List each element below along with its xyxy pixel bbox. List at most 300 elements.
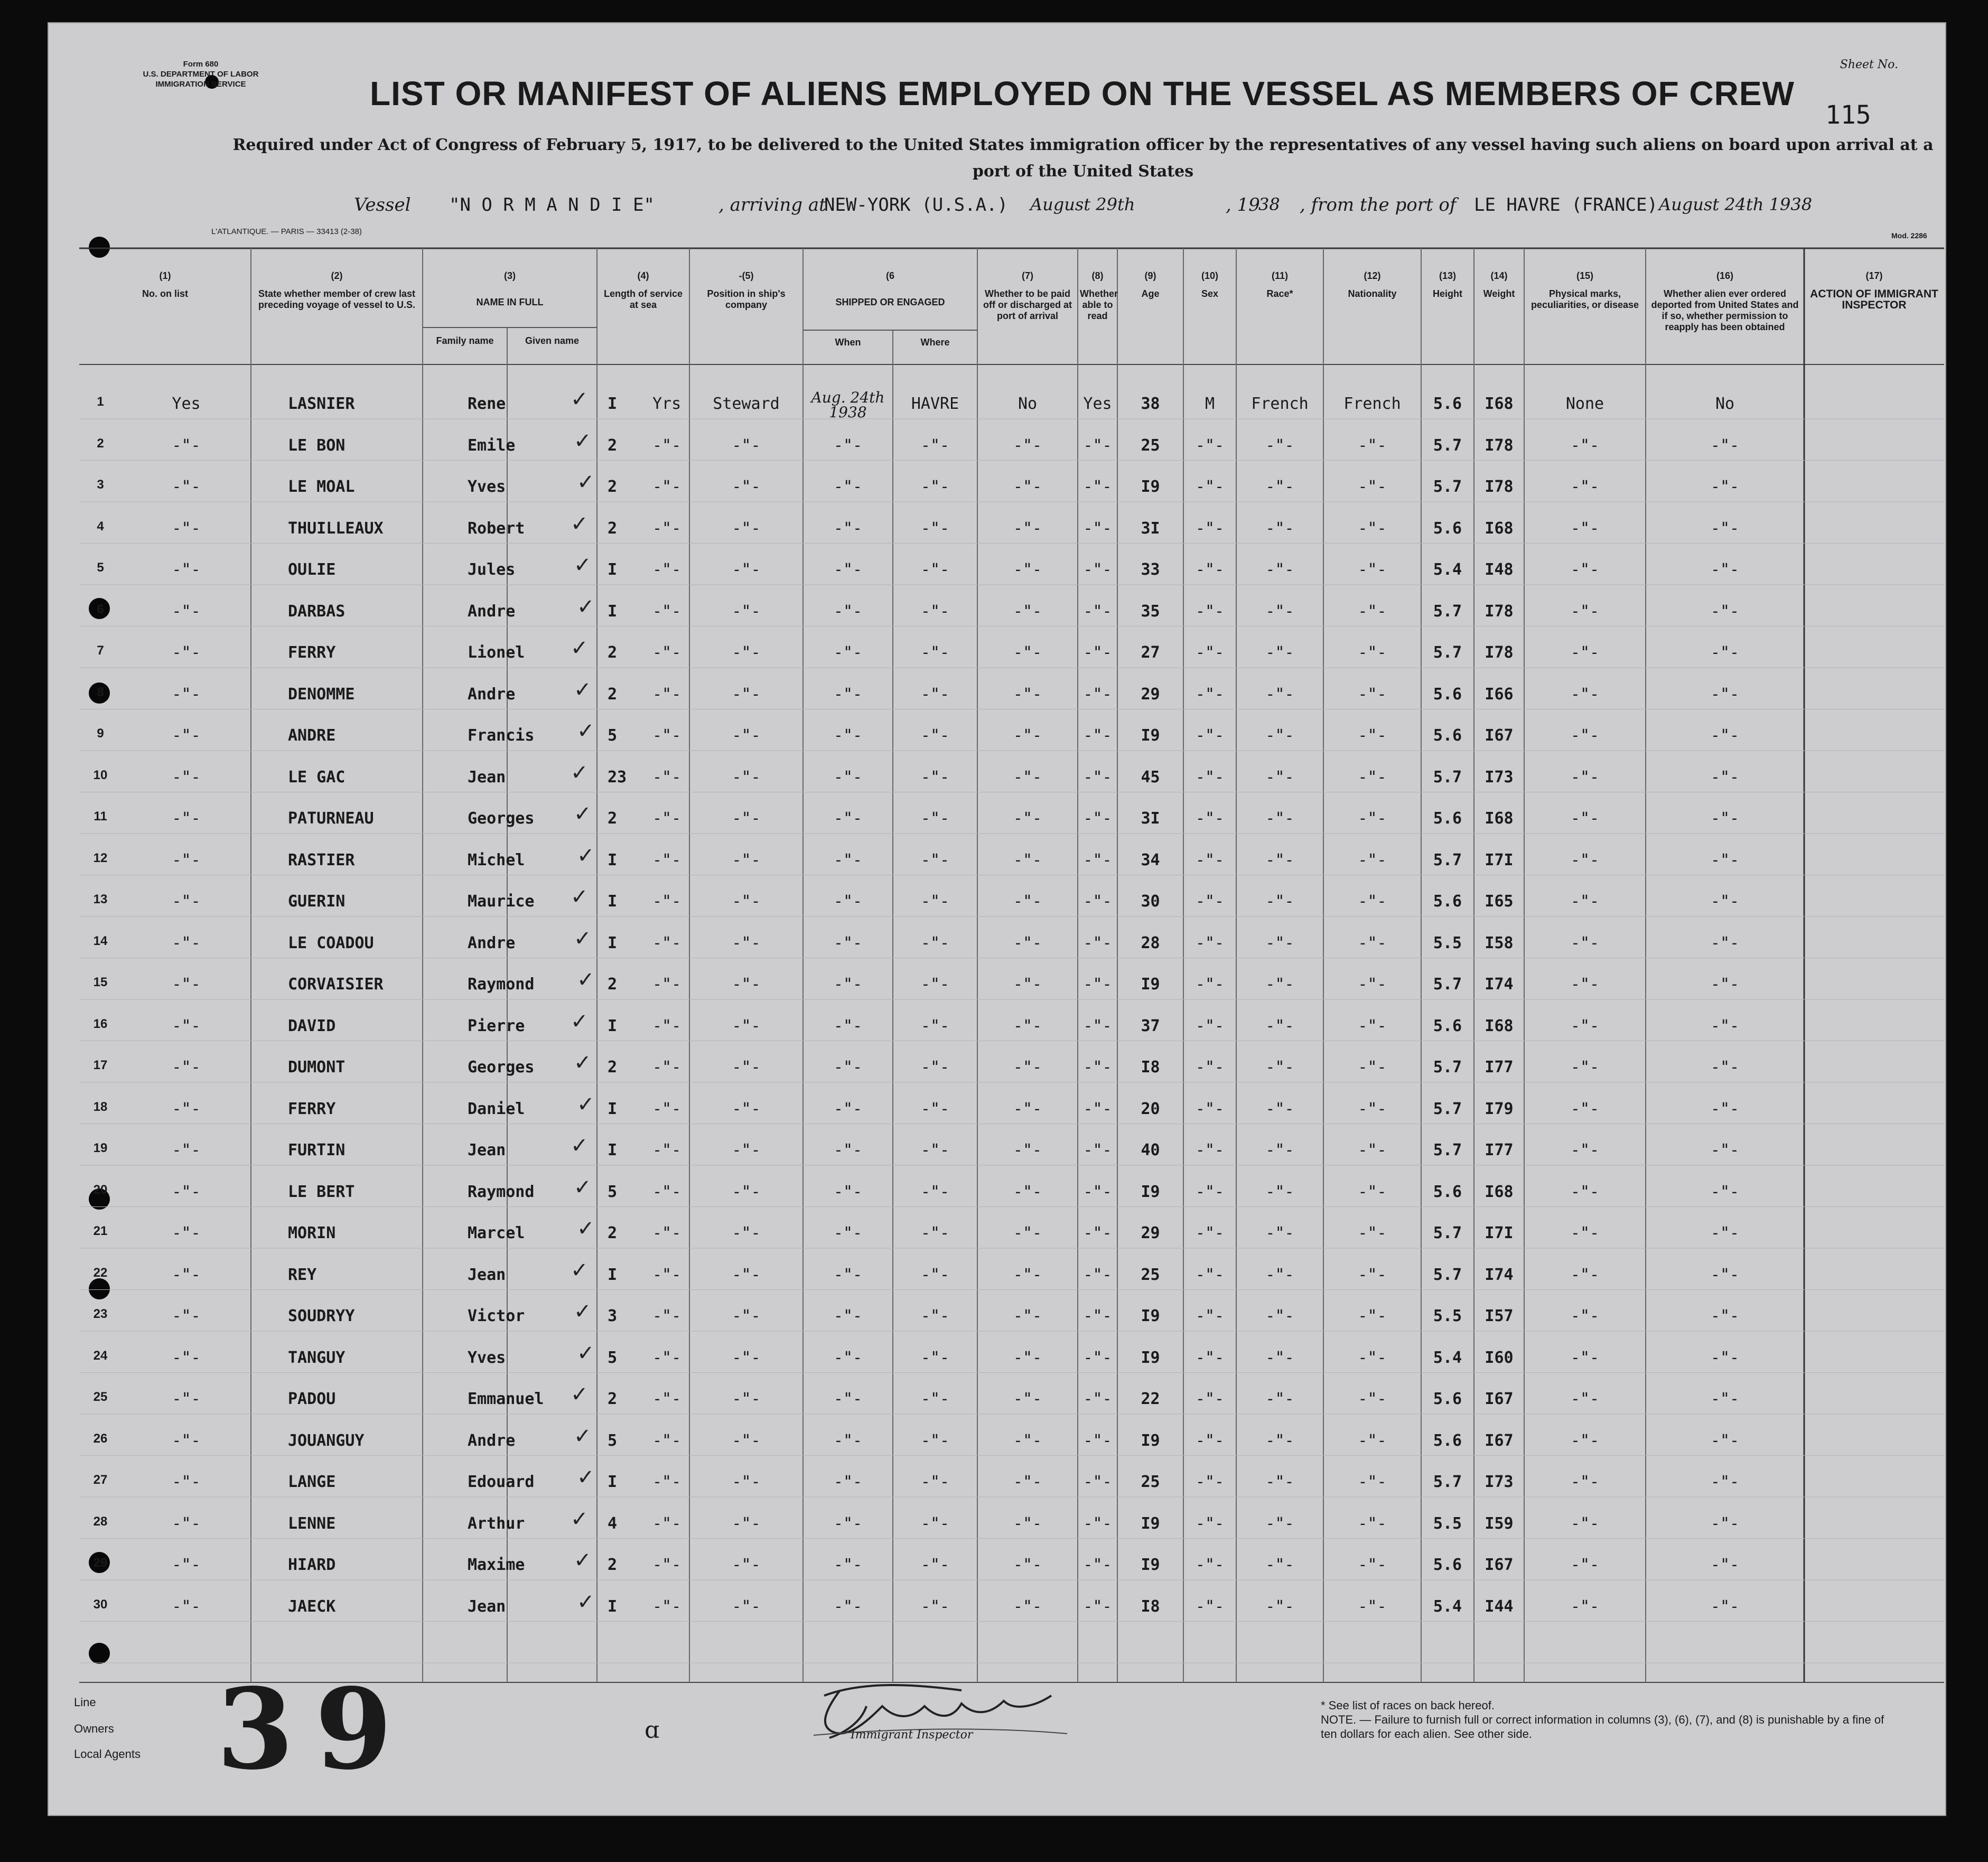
- shipped-when: -"-: [833, 1473, 863, 1491]
- nationality: -"-: [1358, 1265, 1387, 1284]
- row-number: 1: [97, 395, 104, 409]
- column-number-6: (6: [885, 270, 894, 281]
- age: 28: [1141, 933, 1160, 952]
- able-to-read: -"-: [1083, 1182, 1112, 1201]
- given-name: Lionel: [468, 643, 525, 662]
- height: 5.7: [1433, 643, 1462, 662]
- position: -"-: [732, 643, 761, 662]
- race: French: [1251, 395, 1309, 413]
- height: 5.5: [1433, 1307, 1462, 1325]
- paid-off: -"-: [1013, 1597, 1042, 1616]
- able-to-read: -"-: [1083, 1597, 1112, 1616]
- physical-marks: -"-: [1570, 933, 1600, 952]
- nationality: French: [1343, 395, 1401, 413]
- deported: -"-: [1710, 436, 1740, 455]
- row-number: 16: [93, 1016, 108, 1031]
- deported: -"-: [1710, 643, 1740, 662]
- service-unit: -"-: [652, 768, 682, 787]
- race: -"-: [1265, 726, 1294, 745]
- column-number-16: (16): [1716, 270, 1733, 281]
- shipped-when: -"-: [833, 602, 863, 621]
- column-header-11: Race*: [1266, 288, 1293, 299]
- column-header-14: Weight: [1483, 288, 1515, 299]
- column-header-17: ACTION OF IMMIGRANT INSPECTOR: [1810, 288, 1938, 311]
- weight: I78: [1485, 602, 1514, 621]
- shipped-when: -"-: [833, 1597, 863, 1616]
- column-number-14: (14): [1490, 270, 1508, 281]
- nationality: -"-: [1358, 1556, 1387, 1574]
- column-header-4: Length of service at sea: [603, 288, 683, 310]
- shipped-when-header: When: [835, 337, 861, 348]
- column-header-1: No. on list: [142, 288, 188, 299]
- service-unit: -"-: [652, 1265, 682, 1284]
- family-name: DENOMME: [288, 685, 355, 704]
- weight: I7I: [1485, 850, 1514, 869]
- prior-voyage: -"-: [172, 685, 201, 704]
- printer-imprint: L'ATLANTIQUE. — PARIS — 33413 (2-38): [211, 227, 362, 236]
- family-name: LENNE: [288, 1514, 336, 1533]
- shipped-where: -"-: [920, 1224, 950, 1242]
- service-unit: -"-: [652, 519, 682, 538]
- deported: -"-: [1710, 1141, 1740, 1159]
- physical-marks: -"-: [1570, 643, 1600, 662]
- sex: -"-: [1195, 1016, 1225, 1035]
- paid-off: -"-: [1013, 809, 1042, 828]
- service-length: I: [608, 850, 618, 869]
- prior-voyage: Yes: [172, 395, 201, 413]
- service-length: 2: [608, 519, 618, 538]
- able-to-read: -"-: [1083, 478, 1112, 496]
- nationality: -"-: [1358, 1473, 1387, 1491]
- shipped-where: -"-: [920, 809, 950, 828]
- paid-off: -"-: [1013, 1390, 1042, 1408]
- physical-marks: -"-: [1570, 1141, 1600, 1159]
- height: 5.6: [1433, 809, 1462, 828]
- check-mark: ✓: [574, 428, 592, 453]
- family-name: PATURNEAU: [288, 809, 374, 828]
- sex: -"-: [1195, 1348, 1225, 1367]
- check-mark: ✓: [571, 760, 589, 785]
- given-name: Yves: [468, 478, 506, 496]
- column-header-6: SHIPPED OR ENGAGED: [835, 297, 945, 307]
- form-number: Form 680: [183, 60, 219, 69]
- service-length: 5: [608, 726, 618, 745]
- position: -"-: [732, 768, 761, 787]
- age: I9: [1141, 975, 1160, 994]
- check-mark: ✓: [574, 926, 592, 951]
- shipped-when: -"-: [833, 1514, 863, 1533]
- check-mark: ✓: [577, 719, 595, 743]
- nationality: -"-: [1358, 809, 1387, 828]
- race: -"-: [1265, 1016, 1294, 1035]
- able-to-read: -"-: [1083, 850, 1112, 869]
- row-number: 11: [94, 809, 107, 824]
- paid-off: -"-: [1013, 519, 1042, 538]
- line-label: Line: [74, 1696, 96, 1709]
- service-unit: -"-: [652, 1390, 682, 1408]
- family-name-header: Family name: [436, 335, 494, 346]
- paid-off: -"-: [1013, 768, 1042, 787]
- punch-hole: [89, 237, 110, 258]
- position: -"-: [732, 1265, 761, 1284]
- shipped-when: -"-: [833, 560, 863, 579]
- sex: -"-: [1195, 1390, 1225, 1408]
- shipped-when: -"-: [833, 1058, 863, 1077]
- shipped-where: -"-: [920, 1265, 950, 1284]
- shipped-where: -"-: [920, 850, 950, 869]
- shipped-where: -"-: [920, 643, 950, 662]
- column-number-13: (13): [1439, 270, 1456, 281]
- check-mark: ✓: [574, 1299, 592, 1324]
- form-identifier: [132, 59, 269, 89]
- service-length: I: [608, 1597, 618, 1616]
- physical-marks: -"-: [1570, 1431, 1600, 1450]
- from-label: , from the port of: [1300, 194, 1457, 216]
- shipped-where: -"-: [920, 768, 950, 787]
- row-number: 12: [93, 850, 108, 865]
- position: -"-: [732, 1058, 761, 1077]
- service-length: I: [608, 395, 618, 413]
- physical-marks: -"-: [1570, 850, 1600, 869]
- service-length: 2: [608, 685, 618, 704]
- punch-hole: [89, 1278, 110, 1299]
- able-to-read: -"-: [1083, 1431, 1112, 1450]
- column-number-8: (8): [1091, 270, 1104, 281]
- column-header-3: NAME IN FULL: [476, 297, 544, 307]
- age: 38: [1141, 395, 1160, 413]
- paid-off: -"-: [1013, 643, 1042, 662]
- age: I8: [1141, 1597, 1160, 1616]
- given-name: Raymond: [468, 975, 535, 994]
- race: -"-: [1265, 933, 1294, 952]
- physical-marks: -"-: [1570, 1514, 1600, 1533]
- race: -"-: [1265, 1141, 1294, 1159]
- position: -"-: [732, 1099, 761, 1118]
- service-length: I: [608, 1016, 618, 1035]
- check-mark: ✓: [577, 594, 595, 619]
- race-note: * See list of races on back hereof.: [1321, 1699, 1495, 1712]
- row-number: 13: [93, 892, 108, 906]
- shipped-when: -"-: [833, 436, 863, 455]
- shipped-where: -"-: [920, 892, 950, 911]
- race: -"-: [1265, 1224, 1294, 1242]
- prior-voyage: -"-: [172, 1597, 201, 1616]
- nationality: -"-: [1358, 1016, 1387, 1035]
- position: -"-: [732, 1016, 761, 1035]
- shipped-when: -"-: [833, 1307, 863, 1325]
- shipped-when: -"-: [833, 1016, 863, 1035]
- race: -"-: [1265, 850, 1294, 869]
- age: 37: [1141, 1016, 1160, 1035]
- paid-off: -"-: [1013, 1307, 1042, 1325]
- race: -"-: [1265, 892, 1294, 911]
- position: -"-: [732, 1141, 761, 1159]
- deported: -"-: [1710, 1556, 1740, 1574]
- sex: -"-: [1195, 685, 1225, 704]
- from-date: August 24th 1938: [1659, 194, 1813, 214]
- given-name: Andre: [468, 933, 516, 952]
- shipped-where: -"-: [920, 1556, 950, 1574]
- height: 5.6: [1433, 726, 1462, 745]
- sex: -"-: [1195, 1182, 1225, 1201]
- paid-off: -"-: [1013, 850, 1042, 869]
- given-name: Robert: [468, 519, 525, 538]
- position: -"-: [732, 1390, 761, 1408]
- check-mark: ✓: [577, 470, 595, 494]
- height: 5.5: [1433, 933, 1462, 952]
- position: -"-: [732, 1514, 761, 1533]
- model-number: Mod. 2286: [1891, 231, 1927, 240]
- able-to-read: -"-: [1083, 933, 1112, 952]
- physical-marks: -"-: [1570, 1597, 1600, 1616]
- inspector-caption: Immigrant Inspector: [851, 1728, 973, 1742]
- check-mark: ✓: [571, 1134, 589, 1158]
- check-mark: ✓: [577, 1092, 595, 1117]
- column-number-1: (1): [159, 270, 171, 281]
- shipped-where: HAVRE: [911, 395, 959, 413]
- column-number-7: (7): [1022, 270, 1033, 281]
- prior-voyage: -"-: [172, 1224, 201, 1242]
- arriving-port: NEW-YORK (U.S.A.): [824, 194, 1008, 216]
- height: 5.7: [1433, 478, 1462, 496]
- from-port: LE HAVRE (FRANCE): [1474, 194, 1658, 216]
- service-unit: -"-: [652, 1016, 682, 1035]
- service-length: 2: [608, 643, 618, 662]
- weight: I67: [1485, 1556, 1514, 1574]
- handwritten-mark: ɑ: [645, 1717, 660, 1744]
- column-number-10: (10): [1201, 270, 1218, 281]
- service-unit: -"-: [652, 1141, 682, 1159]
- family-name: DAVID: [288, 1016, 336, 1035]
- row-number: 19: [93, 1141, 108, 1155]
- shipped-when: -"-: [833, 1224, 863, 1242]
- deported: -"-: [1710, 1390, 1740, 1408]
- row-number: 7: [97, 643, 104, 658]
- check-mark: ✓: [577, 1217, 595, 1241]
- family-name: LASNIER: [288, 395, 355, 413]
- height: 5.6: [1433, 1182, 1462, 1201]
- given-name: Emile: [468, 436, 516, 455]
- shipped-where: -"-: [920, 1514, 950, 1533]
- given-name: Edouard: [468, 1473, 535, 1491]
- nationality: -"-: [1358, 519, 1387, 538]
- paid-off: -"-: [1013, 1431, 1042, 1450]
- service-length: 2: [608, 809, 618, 828]
- arriving-date: August 29th: [1030, 194, 1135, 214]
- given-name: Jules: [468, 560, 516, 579]
- position: -"-: [732, 892, 761, 911]
- service-unit: Yrs: [652, 395, 682, 413]
- shipped-when: -"-: [833, 643, 863, 662]
- paid-off: -"-: [1013, 1224, 1042, 1242]
- given-name: Andre: [468, 1431, 516, 1450]
- prior-voyage: -"-: [172, 560, 201, 579]
- sheet-label: Sheet No.: [1840, 58, 1898, 71]
- age: I9: [1141, 1556, 1160, 1574]
- family-name: LE BERT: [288, 1182, 355, 1201]
- shipped-where: -"-: [920, 975, 950, 994]
- given-name: Jean: [468, 1141, 506, 1159]
- prior-voyage: -"-: [172, 933, 201, 952]
- paid-off: -"-: [1013, 602, 1042, 621]
- deported: -"-: [1710, 1224, 1740, 1242]
- sex: -"-: [1195, 1307, 1225, 1325]
- shipped-where: -"-: [920, 1099, 950, 1118]
- family-name: DUMONT: [288, 1058, 346, 1077]
- sex: -"-: [1195, 1141, 1225, 1159]
- height: 5.7: [1433, 602, 1462, 621]
- prior-voyage: -"-: [172, 768, 201, 787]
- age: 34: [1141, 850, 1160, 869]
- position: -"-: [732, 519, 761, 538]
- age: I9: [1141, 478, 1160, 496]
- physical-marks: -"-: [1570, 1265, 1600, 1284]
- shipped-where: -"-: [920, 1016, 950, 1035]
- nationality: -"-: [1358, 892, 1387, 911]
- row-number: 10: [93, 768, 108, 782]
- column-number-11: (11): [1271, 270, 1289, 281]
- able-to-read: -"-: [1083, 809, 1112, 828]
- able-to-read: -"-: [1083, 1265, 1112, 1284]
- paid-off: No: [1018, 395, 1038, 413]
- check-mark: ✓: [577, 1589, 595, 1614]
- race: -"-: [1265, 1307, 1294, 1325]
- paid-off: -"-: [1013, 1348, 1042, 1367]
- shipped-when: -"-: [833, 1182, 863, 1201]
- race: -"-: [1265, 1431, 1294, 1450]
- given-name: Marcel: [468, 1224, 525, 1242]
- column-header-2: State whether member of crew last preceding voyage of vessel to U.S.: [258, 288, 416, 310]
- shipped-when: -"-: [833, 850, 863, 869]
- shipped-when: -"-: [833, 933, 863, 952]
- shipped-when: -"-: [833, 1556, 863, 1574]
- service-length: I: [608, 1141, 618, 1159]
- nationality: -"-: [1358, 1058, 1387, 1077]
- height: 5.6: [1433, 395, 1462, 413]
- prior-voyage: -"-: [172, 1182, 201, 1201]
- check-mark: ✓: [574, 553, 592, 577]
- service-unit: -"-: [652, 933, 682, 952]
- able-to-read: -"-: [1083, 1099, 1112, 1118]
- given-name: Jean: [468, 1597, 506, 1616]
- service-length: I: [608, 1265, 618, 1284]
- deported: -"-: [1710, 892, 1740, 911]
- row-number: 25: [93, 1390, 108, 1404]
- row-number: 28: [93, 1514, 108, 1529]
- physical-marks: -"-: [1570, 1058, 1600, 1077]
- position: -"-: [732, 685, 761, 704]
- physical-marks: -"-: [1570, 768, 1600, 787]
- given-name: Maurice: [468, 892, 535, 911]
- sex: -"-: [1195, 892, 1225, 911]
- sex: -"-: [1195, 1099, 1225, 1118]
- race: -"-: [1265, 643, 1294, 662]
- age: 25: [1141, 436, 1160, 455]
- position: Steward: [713, 395, 780, 413]
- given-name: Pierre: [468, 1016, 525, 1035]
- deported: -"-: [1710, 1307, 1740, 1325]
- row-number: 22: [93, 1265, 108, 1280]
- deported: -"-: [1710, 1182, 1740, 1201]
- paid-off: -"-: [1013, 1473, 1042, 1491]
- age: 35: [1141, 602, 1160, 621]
- shipped-when: -"-: [833, 768, 863, 787]
- deported: -"-: [1710, 1514, 1740, 1533]
- physical-marks: -"-: [1570, 436, 1600, 455]
- punch-hole: [89, 1643, 110, 1664]
- race: -"-: [1265, 1390, 1294, 1408]
- weight: I44: [1485, 1597, 1514, 1616]
- family-name: HIARD: [288, 1556, 336, 1574]
- deported: -"-: [1710, 560, 1740, 579]
- row-number: 5: [97, 560, 104, 575]
- sex: -"-: [1195, 933, 1225, 952]
- service-unit: -"-: [652, 1556, 682, 1574]
- nationality: -"-: [1358, 1390, 1387, 1408]
- paid-off: -"-: [1013, 1141, 1042, 1159]
- column-number-2: (2): [331, 270, 343, 281]
- family-name: RASTIER: [288, 850, 355, 869]
- prior-voyage: -"-: [172, 809, 201, 828]
- age: I9: [1141, 1182, 1160, 1201]
- sex: -"-: [1195, 726, 1225, 745]
- height: 5.7: [1433, 975, 1462, 994]
- row-number: 9: [97, 726, 104, 741]
- able-to-read: Yes: [1083, 395, 1112, 413]
- service-length: I: [608, 1473, 618, 1491]
- deported: -"-: [1710, 1431, 1740, 1450]
- race: -"-: [1265, 1556, 1294, 1574]
- nationality: -"-: [1358, 643, 1387, 662]
- row-number: 30: [93, 1597, 108, 1612]
- shipped-when: -"-: [833, 519, 863, 538]
- race: -"-: [1265, 478, 1294, 496]
- physical-marks: -"-: [1570, 1099, 1600, 1118]
- service-length: 2: [608, 1224, 618, 1242]
- race: -"-: [1265, 519, 1294, 538]
- prior-voyage: -"-: [172, 1307, 201, 1325]
- position: -"-: [732, 478, 761, 496]
- shipped-where: -"-: [920, 933, 950, 952]
- prior-voyage: -"-: [172, 1431, 201, 1450]
- able-to-read: -"-: [1083, 1307, 1112, 1325]
- column-number-3: (3): [504, 270, 516, 281]
- given-name: Andre: [468, 685, 516, 704]
- prior-voyage: -"-: [172, 1016, 201, 1035]
- service-unit: -"-: [652, 643, 682, 662]
- fine-note: NOTE. — Failure to furnish full or correct information in columns (3), (6), (7), and (8) is punishable by a fine of ten dollars for each alien. See other side.: [1321, 1713, 1884, 1741]
- age: I9: [1141, 1307, 1160, 1325]
- position: -"-: [732, 1182, 761, 1201]
- shipped-where: -"-: [920, 1182, 950, 1201]
- given-name: Jean: [468, 1265, 506, 1284]
- race: -"-: [1265, 560, 1294, 579]
- able-to-read: -"-: [1083, 1016, 1112, 1035]
- footer-notes: [1321, 1698, 1902, 1741]
- year-hand: 38: [1258, 194, 1280, 214]
- sex: -"-: [1195, 602, 1225, 621]
- sex: -"-: [1195, 1514, 1225, 1533]
- height: 5.7: [1433, 436, 1462, 455]
- race: -"-: [1265, 768, 1294, 787]
- service-unit: -"-: [652, 1431, 682, 1450]
- deported: -"-: [1710, 685, 1740, 704]
- nationality: -"-: [1358, 1431, 1387, 1450]
- prior-voyage: -"-: [172, 1473, 201, 1491]
- nationality: -"-: [1358, 1514, 1387, 1533]
- family-name: REY: [288, 1265, 317, 1284]
- nationality: -"-: [1358, 478, 1387, 496]
